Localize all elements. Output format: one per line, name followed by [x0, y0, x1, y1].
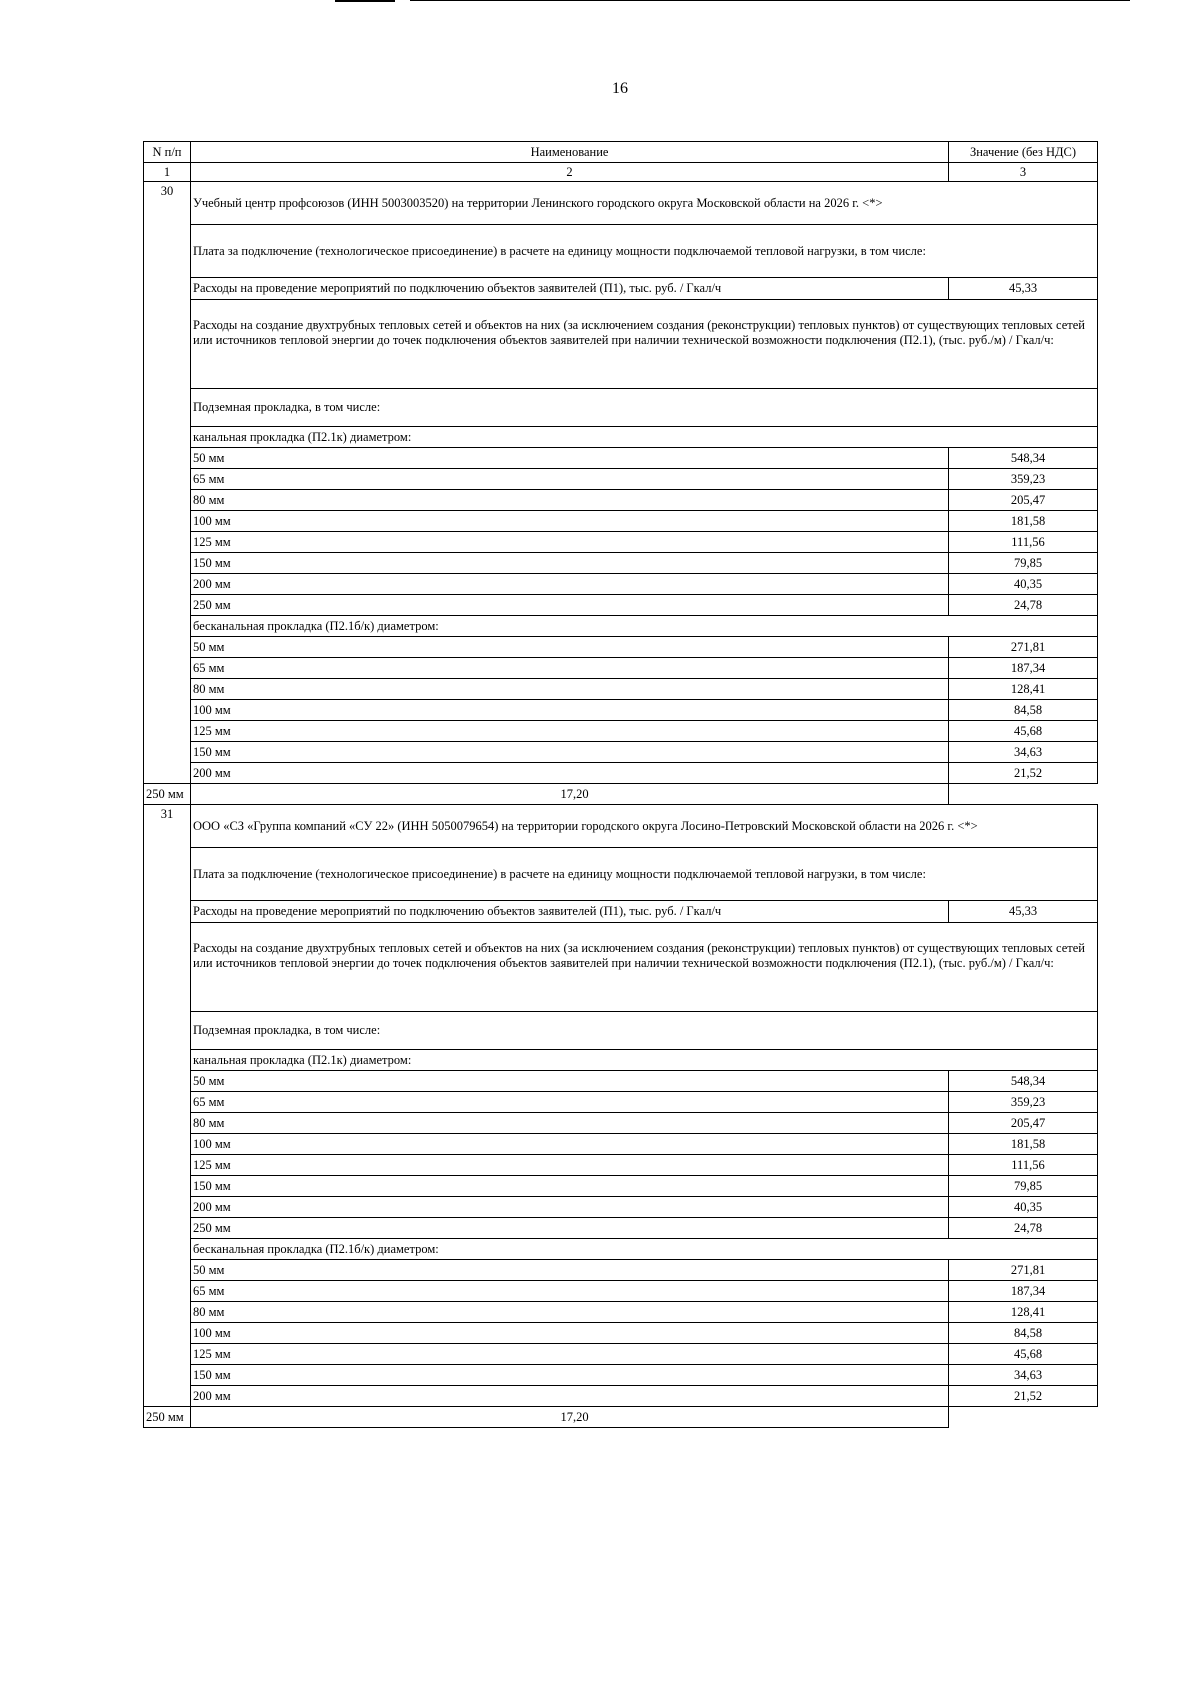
channel-label: канальная прокладка (П2.1к) диаметром:: [191, 1050, 1098, 1071]
diameter-label: 250 мм: [144, 1407, 191, 1428]
underground-label: Подземная прокладка, в том числе:: [191, 1012, 1098, 1050]
channelless-diameter-row: [144, 679, 1098, 700]
channelless-diameter-row: [144, 1302, 1098, 1323]
diameter-value: 84,58: [949, 700, 1098, 721]
diameter-value: 205,47: [949, 490, 1098, 511]
channel-label-row: [144, 1050, 1098, 1071]
tariff-table: [143, 141, 1098, 1428]
diameter-value: 17,20: [191, 784, 949, 805]
channel-diameter-row: [144, 553, 1098, 574]
diameter-value: 359,23: [949, 469, 1098, 490]
index-value: 3: [949, 163, 1098, 182]
diameter-label: 50 мм: [191, 637, 949, 658]
diameter-label: 100 мм: [191, 1134, 949, 1155]
index-num: 1: [144, 163, 191, 182]
diameter-label: 65 мм: [191, 1281, 949, 1302]
channelless-diameter-row: [144, 700, 1098, 721]
channelless-diameter-row: [144, 1344, 1098, 1365]
channelless-diameter-row: [144, 1407, 1098, 1428]
channelless-diameter-row: [144, 658, 1098, 679]
diameter-value: 548,34: [949, 448, 1098, 469]
diameter-label: 80 мм: [191, 1113, 949, 1134]
channel-diameter-row: [144, 511, 1098, 532]
underground-row: [144, 1012, 1098, 1050]
diameter-label: 250 мм: [191, 595, 949, 616]
fee-note: Плата за подключение (технологическое присоединение) в расчете на единицу мощности подключаемой тепловой нагрузки, в том числе:: [191, 225, 1098, 278]
scan-edge-line: [410, 0, 1130, 1]
diameter-value: 128,41: [949, 679, 1098, 700]
page-number: 16: [612, 80, 628, 97]
diameter-value: 34,63: [949, 742, 1098, 763]
channel-diameter-row: [144, 1113, 1098, 1134]
channel-diameter-row: [144, 469, 1098, 490]
header-value: Значение (без НДС): [949, 142, 1098, 163]
diameter-value: 79,85: [949, 1176, 1098, 1197]
section-title-row: [144, 805, 1098, 848]
diameter-value: 128,41: [949, 1302, 1098, 1323]
tariff-table-container: [143, 141, 1098, 1428]
p21-description-row: [144, 300, 1098, 389]
p1-value: 45,33: [949, 278, 1098, 300]
scan-edge-mark: [335, 0, 395, 2]
diameter-value: 271,81: [949, 1260, 1098, 1281]
channelless-diameter-row: [144, 637, 1098, 658]
diameter-label: 50 мм: [191, 448, 949, 469]
channelless-diameter-row: [144, 1323, 1098, 1344]
diameter-value: 79,85: [949, 553, 1098, 574]
diameter-label: 150 мм: [191, 1365, 949, 1386]
channel-diameter-row: [144, 1197, 1098, 1218]
p21-description: Расходы на создание двухтрубных тепловых сетей и объектов на них (за исключением создания (реконструкции) тепловых пунктов) от существующих тепловых сетей или источников тепловой энергии до точек подключения объектов заявителей при наличии технической возможности подключения (П2.1), (тыс. руб./м) / Гкал/ч:: [193, 318, 1085, 347]
channelless-label: бесканальная прокладка (П2.1б/к) диаметром:: [191, 1239, 1098, 1260]
section-title-row: [144, 182, 1098, 225]
channel-diameter-row: [144, 1071, 1098, 1092]
channelless-diameter-row: [144, 1281, 1098, 1302]
section-number: 30: [144, 182, 191, 784]
diameter-label: 50 мм: [191, 1071, 949, 1092]
channelless-diameter-row: [144, 1260, 1098, 1281]
channel-diameter-row: [144, 1155, 1098, 1176]
channel-diameter-row: [144, 490, 1098, 511]
channel-diameter-row: [144, 1092, 1098, 1113]
diameter-label: 125 мм: [191, 532, 949, 553]
diameter-value: 359,23: [949, 1092, 1098, 1113]
diameter-label: 200 мм: [191, 763, 949, 784]
p1-row: [144, 278, 1098, 300]
diameter-value: 187,34: [949, 1281, 1098, 1302]
diameter-value: 205,47: [949, 1113, 1098, 1134]
channel-diameter-row: [144, 532, 1098, 553]
index-row: [144, 163, 1098, 182]
p1-label: Расходы на проведение мероприятий по подключению объектов заявителей (П1), тыс. руб. / Гкал/ч: [191, 901, 949, 923]
diameter-label: 150 мм: [191, 742, 949, 763]
section-title: Учебный центр профсоюзов (ИНН 5003003520) на территории Ленинского городского округа Московской области на 2026 г. <*>: [191, 182, 1098, 225]
diameter-label: 50 мм: [191, 1260, 949, 1281]
diameter-value: 17,20: [191, 1407, 949, 1428]
diameter-value: 24,78: [949, 1218, 1098, 1239]
diameter-value: 271,81: [949, 637, 1098, 658]
diameter-label: 125 мм: [191, 721, 949, 742]
diameter-label: 100 мм: [191, 700, 949, 721]
p1-value: 45,33: [949, 901, 1098, 923]
channel-diameter-row: [144, 448, 1098, 469]
channelless-diameter-row: [144, 1365, 1098, 1386]
channelless-diameter-row: [144, 721, 1098, 742]
diameter-value: 40,35: [949, 1197, 1098, 1218]
p21-description: Расходы на создание двухтрубных тепловых сетей и объектов на них (за исключением создания (реконструкции) тепловых пунктов) от существующих тепловых сетей или источников тепловой энергии до точек подключения объектов заявителей при наличии технической возможности подключения (П2.1), (тыс. руб./м) / Гкал/ч:: [193, 941, 1085, 970]
header-num: N п/п: [144, 142, 191, 163]
diameter-label: 200 мм: [191, 1197, 949, 1218]
underground-label: Подземная прокладка, в том числе:: [191, 389, 1098, 427]
section-title: ООО «СЗ «Группа компаний «СУ 22» (ИНН 5050079654) на территории городского округа Лосино-Петровский Московской области на 2026 г. <*>: [191, 805, 1098, 848]
diameter-value: 84,58: [949, 1323, 1098, 1344]
channel-diameter-row: [144, 1218, 1098, 1239]
diameter-value: 181,58: [949, 1134, 1098, 1155]
channel-label: канальная прокладка (П2.1к) диаметром:: [191, 427, 1098, 448]
index-name: 2: [191, 163, 949, 182]
diameter-label: 65 мм: [191, 658, 949, 679]
diameter-label: 250 мм: [191, 1218, 949, 1239]
channelless-label-row: [144, 616, 1098, 637]
diameter-label: 200 мм: [191, 574, 949, 595]
diameter-value: 40,35: [949, 574, 1098, 595]
fee-note-row: [144, 848, 1098, 901]
diameter-label: 100 мм: [191, 511, 949, 532]
channel-diameter-row: [144, 1176, 1098, 1197]
p21-description-cell: [191, 300, 1098, 389]
diameter-value: 111,56: [949, 1155, 1098, 1176]
diameter-label: 65 мм: [191, 469, 949, 490]
diameter-label: 80 мм: [191, 1302, 949, 1323]
p1-label: Расходы на проведение мероприятий по подключению объектов заявителей (П1), тыс. руб. / Гкал/ч: [191, 278, 949, 300]
header-name: Наименование: [191, 142, 949, 163]
fee-note-row: [144, 225, 1098, 278]
diameter-label: 80 мм: [191, 679, 949, 700]
diameter-value: 45,68: [949, 1344, 1098, 1365]
channel-diameter-row: [144, 595, 1098, 616]
channel-label-row: [144, 427, 1098, 448]
diameter-label: 100 мм: [191, 1323, 949, 1344]
diameter-value: 187,34: [949, 658, 1098, 679]
diameter-label: 200 мм: [191, 1386, 949, 1407]
diameter-value: 24,78: [949, 595, 1098, 616]
diameter-label: 125 мм: [191, 1155, 949, 1176]
p21-description-cell: [191, 923, 1098, 1012]
channelless-diameter-row: [144, 742, 1098, 763]
channel-diameter-row: [144, 574, 1098, 595]
diameter-label: 150 мм: [191, 1176, 949, 1197]
p21-description-row: [144, 923, 1098, 1012]
fee-note: Плата за подключение (технологическое присоединение) в расчете на единицу мощности подключаемой тепловой нагрузки, в том числе:: [191, 848, 1098, 901]
channel-diameter-row: [144, 1134, 1098, 1155]
diameter-label: 250 мм: [144, 784, 191, 805]
header-row: [144, 142, 1098, 163]
channelless-label: бесканальная прокладка (П2.1б/к) диаметром:: [191, 616, 1098, 637]
diameter-value: 111,56: [949, 532, 1098, 553]
diameter-value: 181,58: [949, 511, 1098, 532]
diameter-value: 21,52: [949, 763, 1098, 784]
diameter-label: 80 мм: [191, 490, 949, 511]
diameter-value: 21,52: [949, 1386, 1098, 1407]
diameter-value: 45,68: [949, 721, 1098, 742]
p1-row: [144, 901, 1098, 923]
channelless-diameter-row: [144, 763, 1098, 784]
diameter-label: 125 мм: [191, 1344, 949, 1365]
channelless-diameter-row: [144, 1386, 1098, 1407]
tariff-table-body: [144, 142, 1098, 1428]
diameter-value: 548,34: [949, 1071, 1098, 1092]
underground-row: [144, 389, 1098, 427]
channelless-label-row: [144, 1239, 1098, 1260]
section-number: 31: [144, 805, 191, 1407]
diameter-label: 150 мм: [191, 553, 949, 574]
diameter-label: 65 мм: [191, 1092, 949, 1113]
diameter-value: 34,63: [949, 1365, 1098, 1386]
channelless-diameter-row: [144, 784, 1098, 805]
